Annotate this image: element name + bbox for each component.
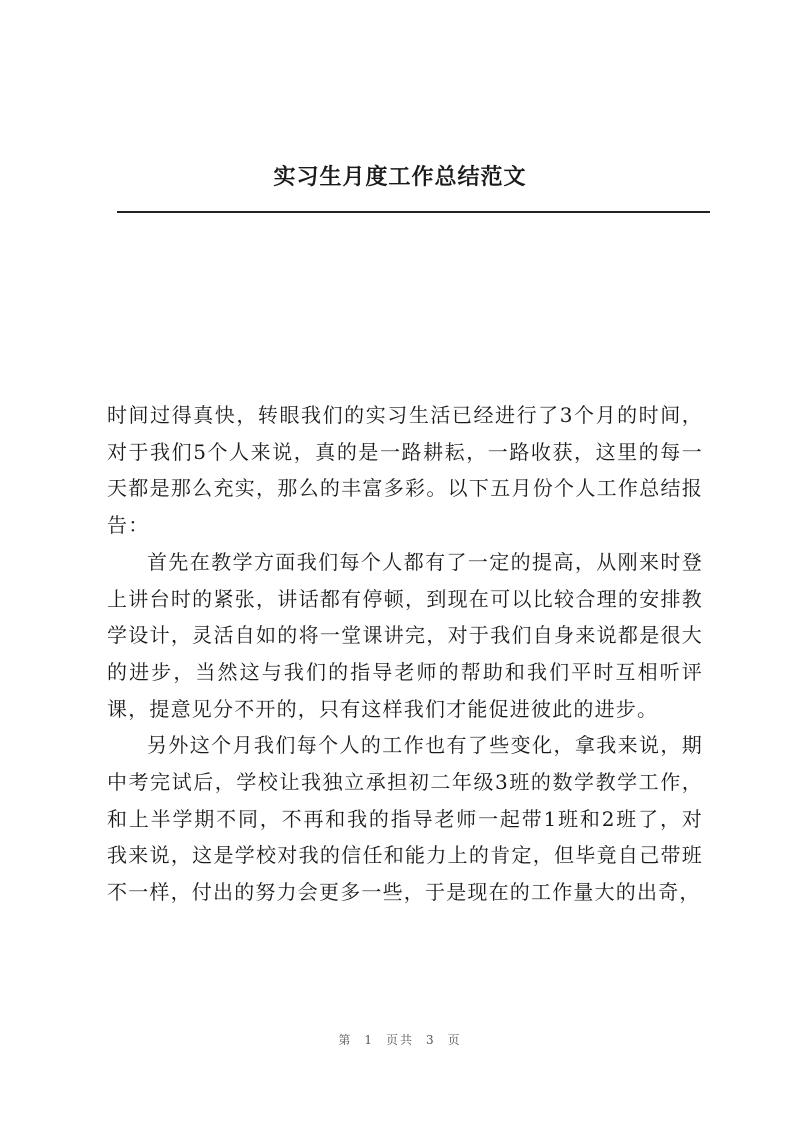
paragraph-teaching: 首先在教学方面我们每个人都有了一定的提高，从刚来时登上讲台时的紧张，讲话都有停顿，到现在可以比较合理的安排教学设计，灵活自如的将一堂课讲完，对于我们自身来说都是很大的进步，当然这与我们的指导老师的帮助和我们平时互相听评课，提意见分不开的，只有这样我们才能促进彼此的进步。 (107, 549, 703, 721)
page-footer (0, 1031, 800, 1048)
footer-label-of: 页共 (385, 1033, 414, 1047)
footer-total-pages: 3 (426, 1033, 436, 1047)
title-divider (117, 211, 710, 213)
document-body (107, 397, 703, 911)
footer-current-page: 1 (364, 1033, 374, 1047)
paragraph-work-changes: 另外这个月我们每个人的工作也有了些变化，拿我来说，期中考完试后，学校让我独立承担初二年级3班的数学教学工作，和上半学期不同，不再和我的指导老师一起带1班和2班了，对我来说，这是学校对我的信任和能力上的肯定，但毕竟自己带班不一样，付出的努力会更多一些，于是现在的工作量大的出奇， (107, 733, 703, 905)
paragraph-intro: 时间过得真快，转眼我们的实习生活已经进行了3个月的时间，对于我们5个人来说，真的是一路耕耘，一路收获，这里的每一天都是那么充实，那么的丰富多彩。以下五月份个人工作总结报告： (107, 403, 703, 538)
footer-label-page: 第 (338, 1033, 353, 1047)
page-title: 实习生月度工作总结范文 (273, 164, 527, 190)
footer-label-pages: 页 (447, 1033, 462, 1047)
